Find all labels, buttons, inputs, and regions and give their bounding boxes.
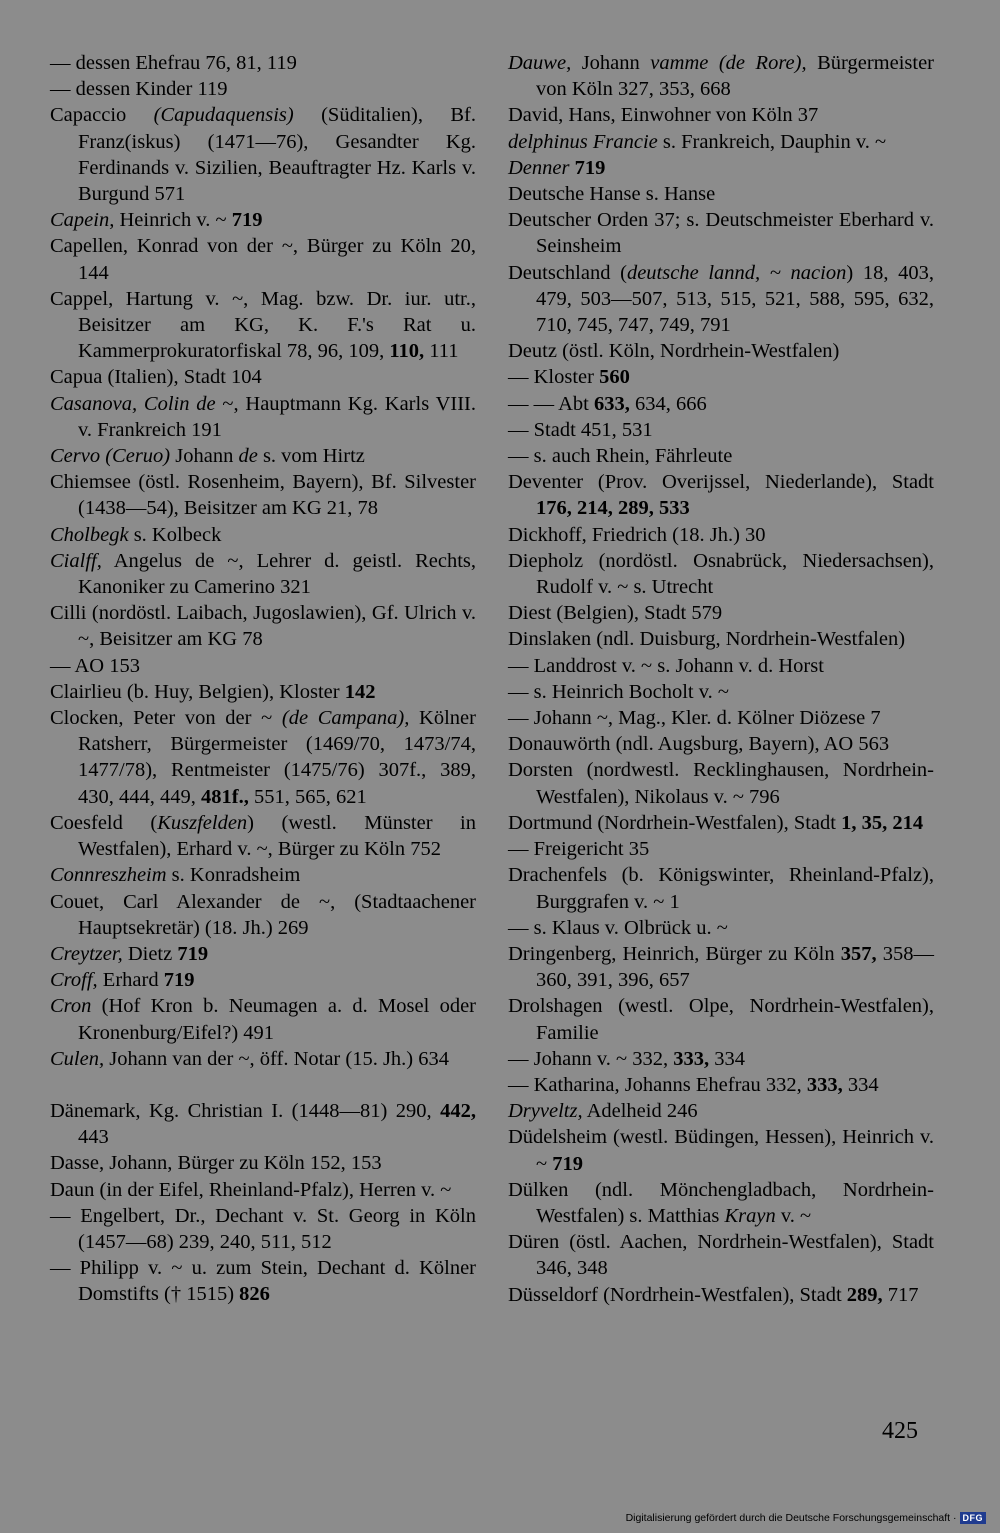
entry-text: Dinslaken (ndl. Duisburg, Nordrhein-Westfalen)	[508, 628, 906, 651]
entry-text: Couet, Carl Alexander de ~, (Stadtaachener Hauptsekretär) (18. Jh.) 269	[50, 890, 476, 939]
index-entry	[50, 889, 476, 941]
entry-text: 176, 214, 289, 533	[536, 497, 690, 520]
index-entry	[508, 102, 934, 128]
index-entry	[508, 364, 934, 390]
entry-text: 717	[882, 1283, 919, 1306]
index-entry	[508, 941, 934, 993]
entry-text: — s. auch Rhein, Fährleute	[508, 445, 733, 468]
entry-text: 442,	[440, 1099, 476, 1122]
index-entry	[508, 731, 934, 757]
entry-text: Dülken (ndl. Mönchengladbach, Nordrhein-Westfalen) s. Matthias	[508, 1178, 934, 1227]
entry-text: 111	[424, 340, 459, 363]
entry-text: 719	[552, 1152, 583, 1175]
entry-text: (de Campana),	[281, 707, 410, 730]
entry-text: v. ~	[775, 1204, 812, 1227]
index-entry	[50, 76, 476, 102]
index-entry	[50, 469, 476, 521]
entry-text: Chiemsee (östl. Rosenheim, Bayern), Bf. Silvester (1438—54), Beisitzer am KG 21, 78	[50, 471, 476, 520]
entry-text: Drachenfels (b. Königswinter, Rheinland-Pfalz), Burggrafen v. ~ 1	[508, 864, 934, 913]
page-number: 425	[882, 1418, 918, 1444]
entry-text: Kuszfelden	[157, 811, 248, 834]
index-entry	[50, 1255, 476, 1307]
index-entry	[50, 1203, 476, 1255]
index-entry	[508, 915, 934, 941]
entry-text: — Stadt 451, 531	[508, 418, 653, 441]
entry-text: (Süditalien), Bf. Franz(iskus) (1471—76), Gesandter Kg. Ferdinands v. Sizilien, Beauftragter Hz. Karls v. Burgund 571	[78, 104, 476, 206]
entry-text: 110,	[389, 340, 425, 363]
entry-text: Creytzer,	[50, 942, 123, 965]
entry-text: Dorsten (nordwestl. Recklinghausen, Nordrhein-Westfalen), Nikolaus v. ~ 796	[508, 759, 934, 808]
entry-text: Cholbegk	[50, 523, 129, 546]
index-entry	[508, 993, 934, 1045]
entry-text: 334	[709, 1047, 745, 1070]
entry-text: Deutschland (	[508, 261, 627, 284]
entry-text: 633,	[594, 392, 630, 415]
index-entry	[508, 417, 934, 443]
index-entry	[508, 522, 934, 548]
entry-text: 142	[344, 680, 376, 703]
entry-text: Kölner Ratsherr, Bürgermeister (1469/70, 1473/74, 1477/78), Rentmeister (1475/76) 307f., 389, 430, 444, 449,	[78, 707, 476, 808]
entry-text: Dryveltz,	[508, 1100, 583, 1123]
index-entry	[508, 757, 934, 809]
index-entry	[508, 181, 934, 207]
index-entry	[50, 653, 476, 679]
entry-text: Capaccio	[50, 104, 154, 127]
entry-text: vamme (de Rore),	[650, 52, 807, 74]
index-entry	[50, 1046, 476, 1072]
entry-text: — dessen Ehefrau 76, 81, 119	[50, 52, 297, 74]
index-entry	[50, 548, 476, 600]
entry-text: — s. Heinrich Bocholt v. ~	[508, 680, 729, 703]
entry-text: Diepholz (nordöstl. Osnabrück, Niedersachsen), Rudolf v. ~ s. Utrecht	[508, 549, 934, 599]
entry-text: Casanova, Colin de	[50, 392, 216, 415]
index-entry	[508, 50, 934, 102]
entry-text: Connreszheim	[50, 864, 167, 887]
section-gap	[50, 1072, 476, 1098]
index-entry	[50, 810, 476, 862]
entry-text: Angelus de ~, Lehrer d. geistl. Rechts, Kanoniker zu Camerino 321	[78, 549, 476, 599]
entry-text: Donauwörth (ndl. Augsburg, Bayern), AO 563	[508, 733, 890, 756]
index-entry	[50, 1098, 476, 1150]
entry-text: Adelheid 246	[582, 1100, 698, 1123]
entry-text: Dauwe,	[508, 52, 572, 74]
index-entry	[508, 1177, 934, 1229]
index-entry	[508, 129, 934, 155]
index-entry	[508, 810, 934, 836]
index-entry	[508, 836, 934, 862]
index-entry	[508, 653, 934, 679]
entry-text: Capellen, Konrad von der ~, Bürger zu Köln 20, 144	[50, 235, 476, 284]
entry-text: Heinrich v. ~	[114, 209, 232, 232]
entry-text: Johann	[571, 52, 651, 74]
index-entry	[508, 391, 934, 417]
entry-text: delphinus Francie	[508, 130, 658, 153]
index-entry	[50, 1177, 476, 1203]
entry-text: Deutsche Hanse s. Hanse	[508, 183, 716, 206]
entry-text: 1, 35, 214	[841, 811, 924, 834]
index-entry	[50, 993, 476, 1045]
entry-text: Johann van der ~, öff. Notar (15. Jh.) 634	[104, 1047, 450, 1070]
entry-text: — Katharina, Johanns Ehefrau 332,	[508, 1073, 807, 1096]
entry-text: Dänemark, Kg. Christian I. (1448—81) 290,	[50, 1099, 441, 1122]
entry-text: — — Abt	[508, 392, 594, 415]
entry-text: Coesfeld (	[50, 811, 158, 834]
entry-text: 333,	[673, 1047, 710, 1070]
entry-text: Culen,	[50, 1047, 105, 1070]
entry-text: (Hof Kron b. Neumagen a. d. Mosel oder Kronenburg/Eifel?) 491	[78, 995, 476, 1044]
index-entry	[50, 862, 476, 888]
entry-text: s. Kolbeck	[128, 523, 222, 546]
index-column-right	[508, 50, 934, 1308]
entry-text: — s. Klaus v. Olbrück u. ~	[508, 916, 728, 939]
entry-text: de	[238, 445, 258, 468]
entry-text: Dortmund (Nordrhein-Westfalen), Stadt	[508, 811, 842, 834]
entry-text: 357,	[840, 942, 877, 965]
entry-text: Erhard	[97, 969, 164, 992]
index-entry	[508, 548, 934, 600]
entry-text: Capua (Italien), Stadt 104	[50, 366, 262, 389]
entry-text: Düdelsheim (westl. Büdingen, Hessen), Heinrich v. ~	[508, 1126, 934, 1175]
entry-text: Deutz (östl. Köln, Nordrhein-Westfalen)	[508, 340, 840, 363]
entry-text: Cilli (nordöstl. Laibach, Jugoslawien), Gf. Ulrich v. ~, Beisitzer am KG 78	[50, 602, 476, 651]
entry-text: Daun (in der Eifel, Rheinland-Pfalz), Herren v. ~	[50, 1178, 452, 1201]
entry-text: Diest (Belgien), Stadt 579	[508, 602, 723, 625]
index-entry	[50, 600, 476, 652]
entry-text: 289,	[846, 1283, 883, 1306]
entry-text: s. Frankreich, Dauphin v. ~	[657, 130, 887, 153]
entry-text: Deventer (Prov. Overijssel, Niederlande), Stadt	[508, 471, 934, 494]
index-entry	[508, 679, 934, 705]
entry-text: Cervo (Ceruo)	[50, 445, 171, 468]
entry-text: (Capudaquensis)	[153, 104, 294, 127]
index-entry	[50, 286, 476, 365]
index-entry	[508, 862, 934, 914]
entry-text: 551, 565, 621	[248, 785, 367, 808]
entry-text: Dasse, Johann, Bürger zu Köln 152, 153	[50, 1152, 382, 1175]
index-entry	[50, 443, 476, 469]
entry-text: — AO 153	[50, 654, 140, 677]
entry-text: Cron	[50, 995, 92, 1018]
entry-text: 481f.,	[201, 785, 249, 808]
entry-text: — Freigericht 35	[508, 838, 650, 861]
index-entry	[508, 600, 934, 626]
entry-text: Düsseldorf (Nordrhein-Westfalen), Stadt	[508, 1283, 847, 1306]
footer-credit	[626, 1512, 986, 1524]
entry-text: Capein,	[50, 209, 115, 232]
entry-text: Bürgermeister von Köln 327, 353, 668	[536, 52, 934, 101]
index-entry	[508, 1124, 934, 1176]
index-entry	[508, 1282, 934, 1308]
index-entry	[508, 338, 934, 364]
index-entry	[50, 207, 476, 233]
index-entry	[508, 207, 934, 259]
index-entry	[50, 364, 476, 390]
entry-text: Krayn	[724, 1204, 776, 1227]
entry-text: Cappel, Hartung v. ~, Mag. bzw. Dr. iur. utr., Beisitzer am KG, K. F.'s Rat u. Kammerprokuratorfiskal 78, 96, 109,	[50, 287, 476, 363]
dfg-logo: DFG	[960, 1512, 987, 1524]
entry-text: 443	[78, 1126, 109, 1149]
index-entry	[50, 941, 476, 967]
entry-text: 358—360, 391, 396, 657	[536, 942, 935, 992]
entry-text: Cialff,	[50, 549, 102, 572]
entry-text: 826	[239, 1283, 270, 1306]
entry-text: — Engelbert, Dr., Dechant v. St. Georg in Köln (1457—68) 239, 240, 511, 512	[50, 1204, 476, 1253]
entry-text: Clocken, Peter von der ~	[50, 707, 282, 730]
entry-text: Croff,	[50, 969, 98, 992]
entry-text: ) (westl. Münster in Westfalen), Erhard v. ~, Bürger zu Köln 752	[78, 811, 476, 861]
entry-text: 719	[231, 209, 263, 232]
index-entry	[508, 705, 934, 731]
entry-text: Dickhoff, Friedrich (18. Jh.) 30	[508, 523, 766, 546]
footer-text: Digitalisierung gefördert durch die Deutsche Forschungsgemeinschaft ·	[625, 1512, 957, 1524]
index-entry	[50, 705, 476, 810]
index-entry	[508, 260, 934, 339]
index-entry	[508, 443, 934, 469]
entry-text: — Philipp v. ~ u. zum Stein, Dechant d. Kölner Domstifts († 1515)	[50, 1257, 476, 1306]
entry-text: Dietz	[122, 942, 178, 965]
entry-text: 634, 666	[629, 392, 707, 415]
entry-text: 719	[574, 156, 606, 179]
entry-text: Drolshagen (westl. Olpe, Nordrhein-Westfalen), Familie	[508, 995, 934, 1044]
index-column-left	[50, 50, 476, 1308]
entry-text: Johann	[170, 445, 239, 468]
entry-text: — dessen Kinder 119	[50, 78, 228, 101]
index-entry	[50, 679, 476, 705]
index-entry	[50, 391, 476, 443]
entry-text: 719	[177, 942, 209, 965]
index-entry	[508, 1229, 934, 1281]
index-entry	[508, 1046, 934, 1072]
entry-text: deutsche lannd, ~ nacion	[626, 261, 847, 284]
entry-text: — Johann ~, Mag., Kler. d. Kölner Diözese 7	[508, 707, 881, 730]
entry-text: Deutscher Orden 37; s. Deutschmeister Eberhard v. Seinsheim	[508, 209, 934, 258]
index-entry	[508, 626, 934, 652]
entry-text: 719	[163, 969, 195, 992]
entry-text: Dringenberg, Heinrich, Bürger zu Köln	[508, 942, 841, 965]
entry-text: — Johann v. ~ 332,	[508, 1047, 674, 1070]
index-entry	[50, 1150, 476, 1176]
index-entry	[508, 155, 934, 181]
entry-text: 333,	[806, 1073, 843, 1096]
index-entry	[508, 469, 934, 521]
index-entry	[50, 50, 476, 76]
entry-text: Clairlieu (b. Huy, Belgien), Kloster	[50, 680, 345, 703]
entry-text: — Kloster	[508, 366, 600, 389]
entry-text: s. Konradsheim	[166, 864, 301, 887]
entry-text: — Landdrost v. ~ s. Johann v. d. Horst	[508, 654, 824, 677]
entry-text: 334	[842, 1073, 879, 1096]
index-entry	[508, 1098, 934, 1124]
entry-text: s. vom Hirtz	[257, 445, 365, 468]
index-entry	[50, 102, 476, 207]
entry-text: 560	[599, 366, 630, 389]
entry-text: ~, Hauptmann Kg. Karls VIII. v. Frankreich 191	[78, 392, 476, 441]
index-entry	[50, 522, 476, 548]
entry-text: David, Hans, Einwohner von Köln 37	[508, 104, 819, 127]
index-entry	[50, 967, 476, 993]
index-entry	[508, 1072, 934, 1098]
index-entry	[50, 233, 476, 285]
entry-text: Düren (östl. Aachen, Nordrhein-Westfalen), Stadt 346, 348	[508, 1231, 934, 1280]
entry-text: Denner	[508, 156, 570, 179]
entry-text: ) 18, 403, 479, 503—507, 513, 515, 521, 588, 595, 632, 710, 745, 747, 749, 791	[536, 261, 934, 337]
